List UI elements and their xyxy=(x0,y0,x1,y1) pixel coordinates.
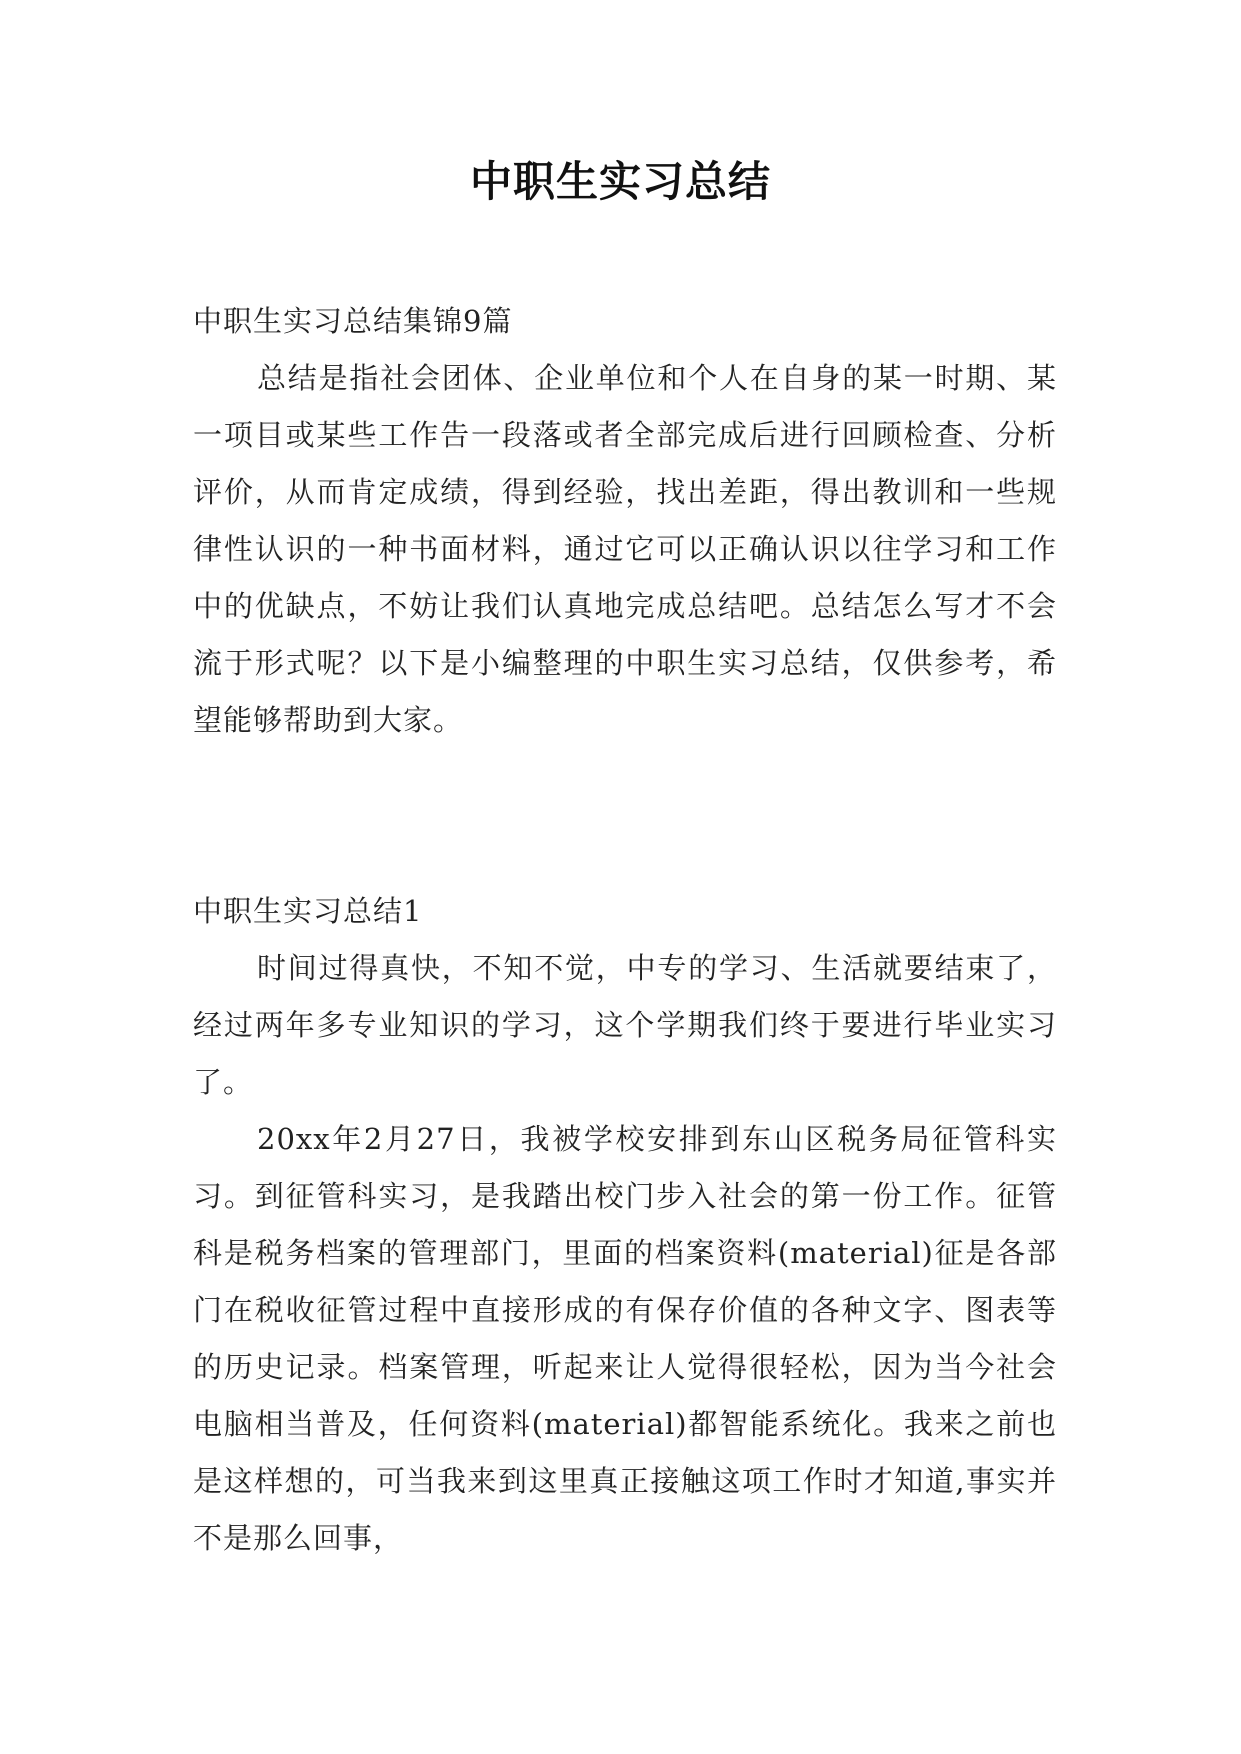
section-heading: 中职生实习总结集锦9篇 xyxy=(193,304,513,338)
document-title: 中职生实习总结 xyxy=(469,157,771,206)
section-intro xyxy=(193,293,1057,749)
section-summary-1 xyxy=(193,883,1057,1567)
section-heading: 中职生实习总结1 xyxy=(193,894,423,928)
paragraph: 20xx年2月27日，我被学校安排到东山区税务局征管科实习。到征管科实习，是我踏出校门步入社会的第一份工作。征管科是税务档案的管理部门，里面的档案资料(material)征是各部门在税收征管过程中直接形成的有保存价值的各种文字、图表等的历史记录。档案管理，听起来让人觉得很轻松，因为当今社会电脑相当普及，任何资料(material)都智能系统化。我来之前也是这样想的，可当我来到这里真正接触这项工作时才知道,事实并不是那么回事， xyxy=(193,1122,1057,1555)
paragraph: 时间过得真快，不知不觉，中专的学习、生活就要结束了，经过两年多专业知识的学习，这个学期我们终于要进行毕业实习了。 xyxy=(193,951,1057,1099)
paragraph: 总结是指社会团体、企业单位和个人在自身的某一时期、某一项目或某些工作告一段落或者全部完成后进行回顾检查、分析评价，从而肯定成绩，得到经验，找出差距，得出教训和一些规律性认识的一种书面材料，通过它可以正确认识以往学习和工作中的优缺点，不妨让我们认真地完成总结吧。总结怎么写才不会流于形式呢？以下是小编整理的中职生实习总结，仅供参考，希望能够帮助到大家。 xyxy=(193,361,1057,737)
